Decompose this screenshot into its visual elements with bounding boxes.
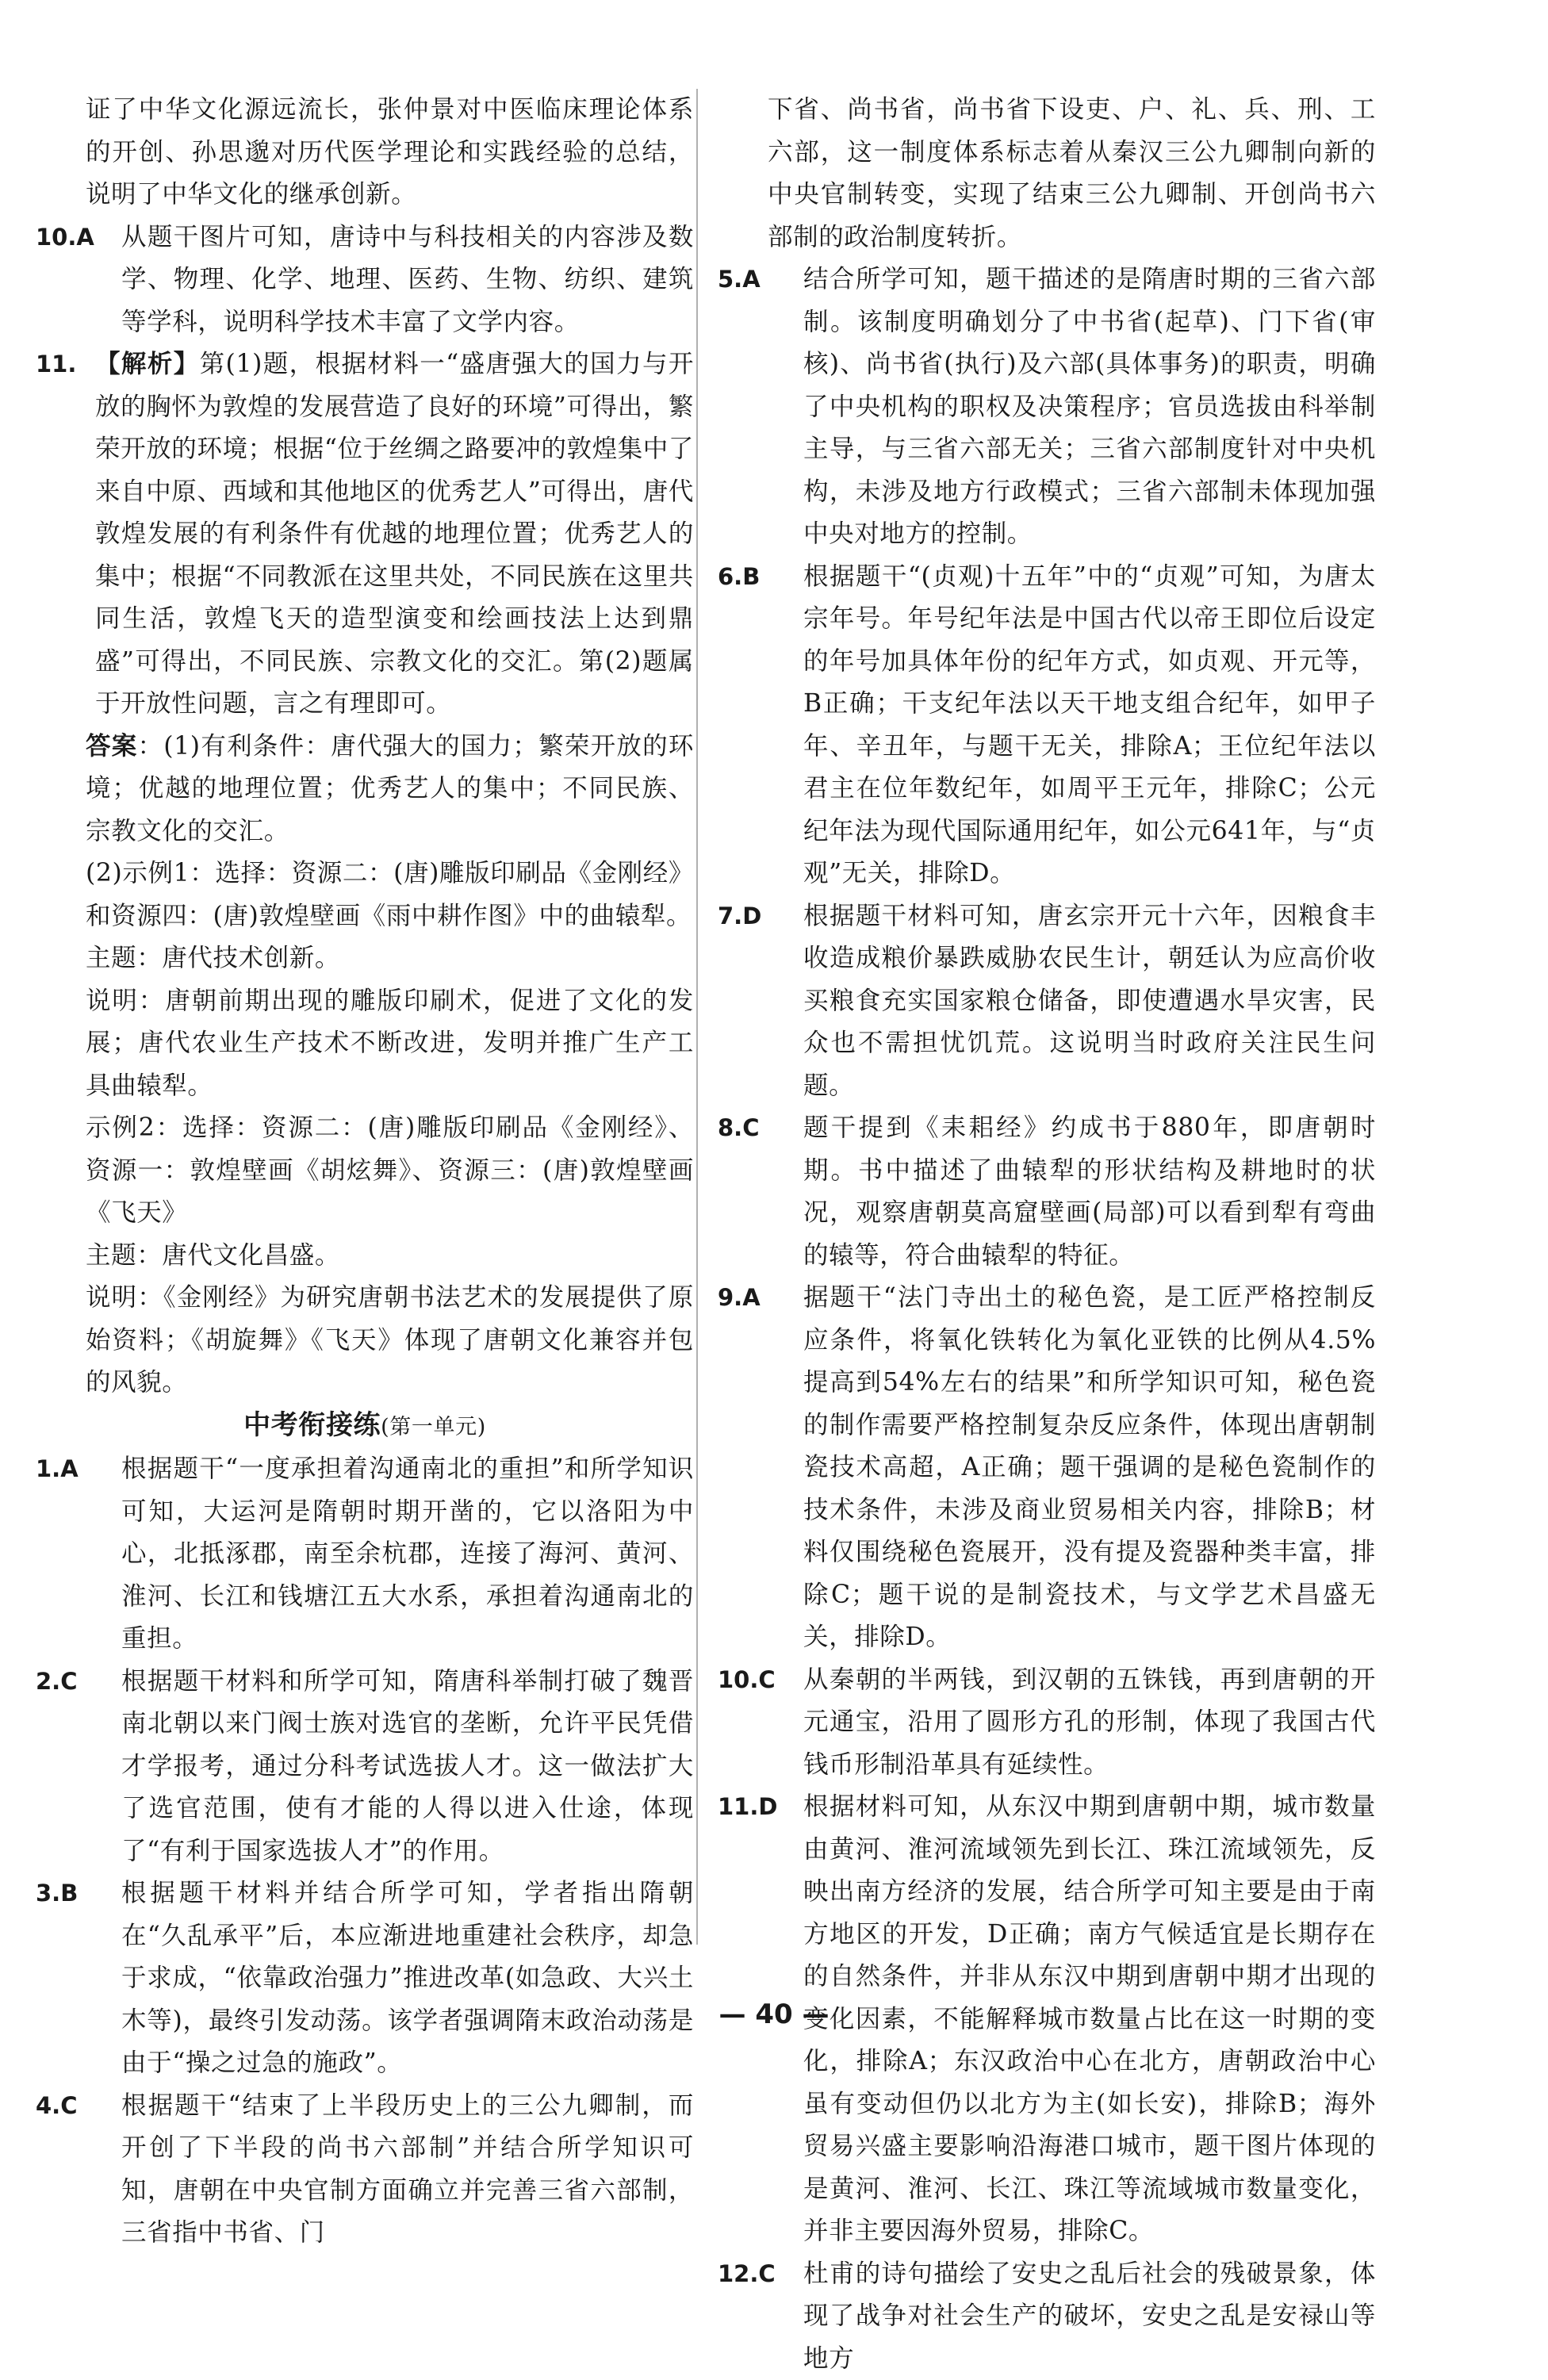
page-number: — 40 — [0, 1999, 1548, 2030]
left-column [36, 89, 694, 2255]
question-explanation: 根据题干材料并结合所学可知，学者指出隋朝在“久乱承平”后，本应渐进地重建社会秩序，却急于求成，“依靠政治强力”推进改革(如急政、大兴土木等)，最终引发动荡。该学者强调隋末政治动荡是由于“操之过急的施政”。 [121, 1872, 694, 2085]
question-explanation: 杜甫的诗句描绘了安史之乱后社会的残破景象，体现了战争对社会生产的破坏，安史之乱是安禄山等地方 [803, 2253, 1376, 2380]
question-11 [36, 343, 694, 726]
question-number: 10.A [36, 217, 121, 259]
question-number: 9.A [718, 1277, 803, 1320]
question-number: 11.D [718, 1786, 803, 1829]
question-number: 3.B [36, 1872, 121, 1915]
question-number: 10.C [718, 1659, 803, 1702]
right-carry-over-text: 下省、尚书省，尚书省下设吏、户、礼、兵、刑、工六部，这一制度体系标志着从秦汉三公九卿制向新的中央官制转变，实现了结束三公九卿制、开创尚书六部制的政治制度转折。 [718, 89, 1376, 259]
answer-example-1: (2)示例1：选择：资源二：(唐)雕版印刷品《金刚经》和资源四：(唐)敦煌壁画《雨中耕作图》中的曲辕犁。 [36, 853, 694, 937]
answer-example-2: 示例2：选择：资源二：(唐)雕版印刷品《金刚经》、资源一：敦煌壁画《胡炫舞》、资源三：(唐)敦煌壁画《飞天》 [36, 1107, 694, 1235]
section-title: 中考衔接练(第一单元) [36, 1405, 694, 1449]
answer-part-1: 答案：(1)有利条件：唐代强大的国力；繁荣开放的环境；优越的地理位置；优秀艺人的集中；不同民族、宗教文化的交汇。 [36, 726, 694, 853]
question-explanation: 题干提到《耒耜经》约成书于880年，即唐朝时期。书中描述了曲辕犁的形状结构及耕地时的状况，观察唐朝莫高窟壁画(局部)可以看到犁有弯曲的辕等，符合曲辕犁的特征。 [803, 1107, 1376, 1277]
question-explanation: 根据题干材料可知，唐玄宗开元十六年，因粮食丰收造成粮价暴跌威胁农民生计，朝廷认为应高价收买粮食充实国家粮仓储备，即使遭遇水旱灾害，民众也不需担忧饥荒。这说明当时政府关注民生问题。 [803, 895, 1376, 1108]
question-number: 12.C [718, 2253, 803, 2296]
section-question-12 [718, 2253, 1376, 2380]
question-10 [36, 217, 694, 344]
section-question-4 [36, 2085, 694, 2255]
question-explanation: 根据题干材料和所学可知，隋唐科举制打破了魏晋南北朝以来门阀士族对选官的垄断，允许平民凭借才学报考，通过分科考试选拔人才。这一做法扩大了选官范围，使有才能的人得以进入仕途，体现了“有利于国家选拔人才”的作用。 [121, 1661, 694, 1873]
question-number: 7.D [718, 895, 803, 938]
question-number: 5.A [718, 259, 803, 301]
analysis-label: 【解析】 [95, 350, 200, 378]
question-number: 1.A [36, 1448, 121, 1491]
question-number: 4.C [36, 2085, 121, 2128]
question-number: 6.B [718, 556, 803, 599]
section-question-6 [718, 556, 1376, 895]
section-question-9 [718, 1277, 1376, 1659]
question-explanation: 从秦朝的半两钱，到汉朝的五铢钱，再到唐朝的开元通宝，沿用了圆形方孔的形制，体现了我国古代钱币形制沿革具有延续性。 [803, 1659, 1376, 1787]
answer-explain-1: 说明：唐朝前期出现的雕版印刷术，促进了文化的发展；唐代农业生产技术不断改进，发明并推广生产工具曲辕犁。 [36, 980, 694, 1108]
answer-theme-2: 主题：唐代文化昌盛。 [36, 1235, 694, 1278]
analysis-text: 第(1)题，根据材料一“盛唐强大的国力与开放的胸怀为敦煌的发展营造了良好的环境”可得出，繁荣开放的环境；根据“位于丝绸之路要冲的敦煌集中了来自中原、西域和其他地区的优秀艺人”可得出，唐代敦煌发展的有利条件有优越的地理位置；优秀艺人的集中；根据“不同教派在这里共处，不同民族在这里共同生活，敦煌飞天的造型演变和绘画技法上达到鼎盛”可得出，不同民族、宗教文化的交汇。第(2)题属于开放性问题，言之有理即可。 [95, 350, 694, 718]
column-divider [696, 89, 698, 1945]
question-number: 11. [36, 343, 95, 386]
answer-label: 答案 [86, 732, 138, 761]
section-question-2 [36, 1661, 694, 1873]
question-number: 8.C [718, 1107, 803, 1150]
section-question-7 [718, 895, 1376, 1108]
answer-theme-1: 主题：唐代技术创新。 [36, 937, 694, 980]
section-question-1 [36, 1448, 694, 1661]
section-question-8 [718, 1107, 1376, 1277]
section-question-10 [718, 1659, 1376, 1787]
question-explanation: 根据题干“(贞观)十五年”中的“贞观”可知，为唐太宗年号。年号纪年法是中国古代以帝王即位后设定的年号加具体年份的纪年方式，如贞观、开元等，B正确；干支纪年法以天干地支组合纪年，如甲子年、辛丑年，与题干无关，排除A；王位纪年法以君主在位年数纪年，如周平王元年，排除C；公元纪年法为现代国际通用纪年，如公元641年，与“贞观”无关，排除D。 [803, 556, 1376, 895]
question-number: 2.C [36, 1661, 121, 1704]
section-question-5 [718, 259, 1376, 556]
answer-explain-2: 说明：《金刚经》为研究唐朝书法艺术的发展提供了原始资料；《胡旋舞》《飞天》体现了唐朝文化兼容并包的风貌。 [36, 1277, 694, 1405]
question-explanation: 根据题干“结束了上半段历史上的三公九卿制，而开创了下半段的尚书六部制”并结合所学知识可知，唐朝在中央官制方面确立并完善三省六部制，三省指中书省、门 [121, 2085, 694, 2255]
question-explanation: 从题干图片可知，唐诗中与科技相关的内容涉及数学、物理、化学、地理、医药、生物、纺织、建筑等学科，说明科学技术丰富了文学内容。 [121, 217, 694, 344]
question-explanation: 根据题干“一度承担着沟通南北的重担”和所学知识可知，大运河是隋朝时期开凿的，它以洛阳为中心，北抵涿郡，南至余杭郡，连接了海河、黄河、淮河、长江和钱塘江五大水系，承担着沟通南北的重担。 [121, 1448, 694, 1661]
left-carry-over-text: 证了中华文化源远流长，张仲景对中医临床理论体系的开创、孙思邈对历代医学理论和实践经验的总结，说明了中华文化的继承创新。 [36, 89, 694, 217]
question-explanation: 据题干“法门寺出土的秘色瓷，是工匠严格控制反应条件，将氧化铁转化为氧化亚铁的比例从4.5%提高到54%左右的结果”和所学知识可知，秘色瓷的制作需要严格控制复杂反应条件，体现出唐朝制瓷技术高超，A正确；题干强调的是秘色瓷制作的技术条件，未涉及商业贸易相关内容，排除B；材料仅围绕秘色瓷展开，没有提及瓷器种类丰富，排除C；题干说的是制瓷技术，与文学艺术昌盛无关，排除D。 [803, 1277, 1376, 1659]
right-column [718, 89, 1376, 2380]
question-explanation: 根据材料可知，从东汉中期到唐朝中期，城市数量由黄河、淮河流域领先到长江、珠江流域领先，反映出南方经济的发展，结合所学可知主要是由于南方地区的开发，D正确；南方气候适宜是长期存在的自然条件，并非从东汉中期到唐朝中期才出现的变化因素，不能解释城市数量占比在这一时期的变化，排除A；东汉政治中心在北方，唐朝政治中心虽有变动但仍以北方为主(如长安)，排除B；海外贸易兴盛主要影响沿海港口城市，题干图片体现的是黄河、淮河、长江、珠江等流域城市数量变化，并非主要因海外贸易，排除C。 [803, 1786, 1376, 2253]
question-explanation: 结合所学可知，题干描述的是隋唐时期的三省六部制。该制度明确划分了中书省(起草)、门下省(审核)、尚书省(执行)及六部(具体事务)的职责，明确了中央机构的职权及决策程序；官员选拔由科举制主导，与三省六部无关；三省六部制度针对中央机构，未涉及地方行政模式；三省六部制未体现加强中央对地方的控制。 [803, 259, 1376, 556]
section-question-3 [36, 1872, 694, 2085]
